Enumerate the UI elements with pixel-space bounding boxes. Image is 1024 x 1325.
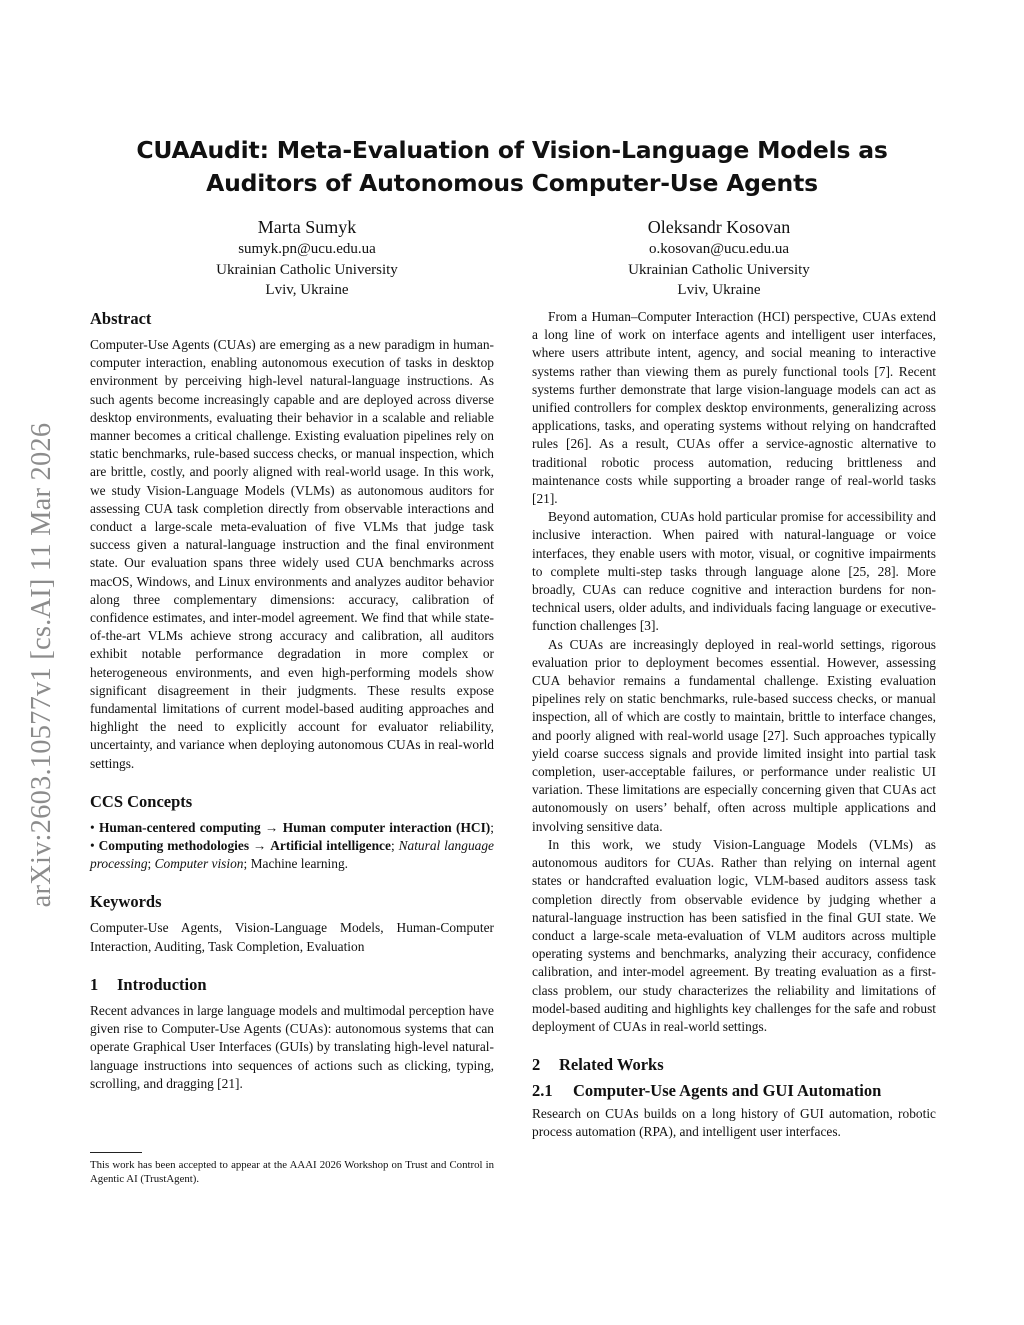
author-block-1 <box>127 215 487 301</box>
ccs-concept: Human computer interaction (HCI) <box>282 819 491 835</box>
ccs-term: Machine learning. <box>250 856 349 872</box>
author-name: Oleksandr Kosovan <box>647 217 791 237</box>
ccs-bullet: • <box>90 819 99 835</box>
subsection-number: 2.1 <box>532 1081 553 1101</box>
intro-paragraph-2: From a Human–Computer Interaction (HCI) perspective, CUAs extend a long line of work on interface agents and intelligent user interfaces, where users attribute intent, agency, and social meaning to interactive systems rather than viewing them as purely functional tools [7]. Recent systems further demonstrate that large vision-language models can act as unified controllers for complex desktop environments, generalizing across applications, tasks, and operating systems without relying on handcrafted rules [26]. As a result, CUAs offer a service-agnostic alternative to traditional robotic process automation, reducing brittleness and maintenance costs while supporting a broader range of real-world tasks [21]. <box>532 309 936 507</box>
author-affiliation: Ukrainian Catholic University <box>628 261 810 278</box>
ccs-sep: ; <box>243 856 251 872</box>
related-paragraph-1: Research on CUAs builds on a long history of GUI automation, robotic process automation (RPA), and intelligent user interfaces. <box>532 1106 936 1140</box>
author-email[interactable]: sumyk.pn@ucu.edu.ua <box>238 241 376 257</box>
ccs-sep: ; <box>390 838 399 854</box>
intro-heading <box>90 974 494 996</box>
ccs-concept: Computing methodologies <box>98 838 250 854</box>
ccs-heading: CCS Concepts <box>90 791 193 811</box>
footnote-divider <box>90 1152 142 1153</box>
intro-paragraph-1: Recent advances in large language models and multimodal perception have given rise to Computer-Use Agents (CUAs): autonomous systems that can operate Graphical User Interfaces (GUIs) by translating high-level natural-language instructions into sequences of actions such as clicking, typing, scrolling, and dragging [21]. <box>90 1002 494 1091</box>
ccs-arrow: → <box>249 838 271 854</box>
intro-paragraph-4: As CUAs are increasingly deployed in real-world settings, rigorous evaluation prior to deployment becomes essential. However, assessing CUA behavior remains a fundamental challenge. Existing evaluation pipelines rely on static benchmarks, rule-based success checks, or manual inspection, all of which are costly to maintain, brittle to interface changes, and poorly aligned with real-world usage [27]. Such approaches typically yield coarse success signals and provide limited insight into partial task completion, user-acceptable failures, or performance under realistic UI variation. These limitations are especially concerning given that CUAs act autonomously on users’ behalf, often across multiple applications and involving sensitive data. <box>532 636 936 834</box>
ccs-concepts <box>90 819 494 874</box>
arxiv-watermark <box>20 370 64 960</box>
keywords-text: Computer-Use Agents, Vision-Language Models, Human-Computer Interaction, Auditing, Task Completion, Evaluation <box>90 920 494 954</box>
author-name: Marta Sumyk <box>257 217 357 237</box>
author-location: Lviv, Ukraine <box>677 282 761 298</box>
intro-paragraph-5: In this work, we study Vision-Language Models (VLMs) as autonomous auditors for CUAs. Rather than relying on internal agent states or handcrafted evaluation logic, VLM-based auditors assess task completion directly from observable evidence by judging whether a natural-language instruction has been satisfied in the final GUI state. We conduct a large-scale meta-evaluation of VLM auditors across multiple operating systems and benchmarks, analyzing their accuracy, confidence calibration, and inter-model agreement. By treating evaluation as a first-class problem, our study characterizes the reliability and limitations of model-based auditing and highlights key challenges for the safe and robust deployment of CUAs in real-world settings. <box>532 836 936 1034</box>
title-line-2: Auditors of Autonomous Computer-Use Agents <box>206 169 818 197</box>
left-column <box>90 308 494 1093</box>
title-line-1: CUAAudit: Meta-Evaluation of Vision-Language Models as <box>136 136 888 164</box>
ccs-term: Natural language processing <box>90 838 494 872</box>
related-subheading <box>532 1080 936 1102</box>
footnote: This work has been accepted to appear at the AAAI 2026 Workshop on Trust and Control in Agentic AI (TrustAgent). <box>90 1159 494 1185</box>
intro-paragraph-3: Beyond automation, CUAs hold particular promise for accessibility and inclusive interaction. When paired with natural-language or voice interfaces, they enable users with motor, visual, or cognitive impairments to complete multi-step tasks through language alone [25, 28]. More broadly, CUAs can reduce cognitive and interaction burdens for non-technical users, older adults, and individuals facing language or executive-function challenges [3]. <box>532 509 936 634</box>
author-email[interactable]: o.kosovan@ucu.edu.ua <box>648 241 790 257</box>
keywords-heading: Keywords <box>90 892 162 912</box>
abstract-heading: Abstract <box>90 309 152 328</box>
ccs-bullet: • <box>90 838 99 854</box>
subsection-title: Computer-Use Agents and GUI Automation <box>573 1081 882 1101</box>
ccs-sep: ; <box>490 819 494 835</box>
section-number: 1 <box>90 974 99 994</box>
section-title: Introduction <box>117 974 207 994</box>
author-affiliation: Ukrainian Catholic University <box>216 261 398 278</box>
paper-title <box>90 134 934 200</box>
abstract-text: Computer-Use Agents (CUAs) are emerging as a new paradigm in human-computer interaction, enabling autonomous execution of tasks in desktop environment by perceiving high-level natural-language instructions. As such agents become increasingly capable and are deployed across diverse desktop environments, evaluating their behavior in a scalable and reliable manner becomes a critical challenge. Existing evaluation pipelines rely on static benchmarks, rule-based success checks, or manual inspection, which are brittle, costly, and poorly aligned with real-world usage. In this work, we study Vision-Language Models (VLMs) as autonomous auditors for assessing CUA task completion directly from observable interactions and conduct a large-scale meta-evaluation of five VLMs that judge task success given a natural-language instruction and the final environment state. Our evaluation spans three widely used CUA benchmarks across macOS, Windows, and Linux environments and analyzes auditor behavior along three complementary dimensions: accuracy, calibration of confidence estimates, and inter-model agreement. We find that while state-of-the-art VLMs achieve strong accuracy and calibration, all auditors exhibit notable performance degradation in more complex or heterogeneous environments, and even high-performing models show significant disagreement in their judgments. These results expose fundamental limitations of current model-based auditing approaches and highlight the need to explicitly account for evaluator reliability, uncertainty, and variance when deploying autonomous CUAs in real-world settings. <box>90 337 494 771</box>
ccs-sep: ; <box>147 856 155 872</box>
arxiv-id[interactable]: arXiv:2603.10577v1 [cs.AI] 11 Mar 2026 <box>26 422 57 908</box>
ccs-concept: Artificial intelligence <box>270 838 391 854</box>
section-title: Related Works <box>559 1055 664 1075</box>
author-location: Lviv, Ukraine <box>265 282 349 298</box>
author-block-2 <box>539 215 899 301</box>
ccs-concept: Human-centered computing <box>98 819 261 835</box>
ccs-term: Computer vision <box>154 856 244 872</box>
right-column <box>532 308 936 1142</box>
ccs-arrow: → <box>260 819 283 835</box>
related-heading <box>532 1054 936 1076</box>
section-number: 2 <box>532 1055 541 1075</box>
